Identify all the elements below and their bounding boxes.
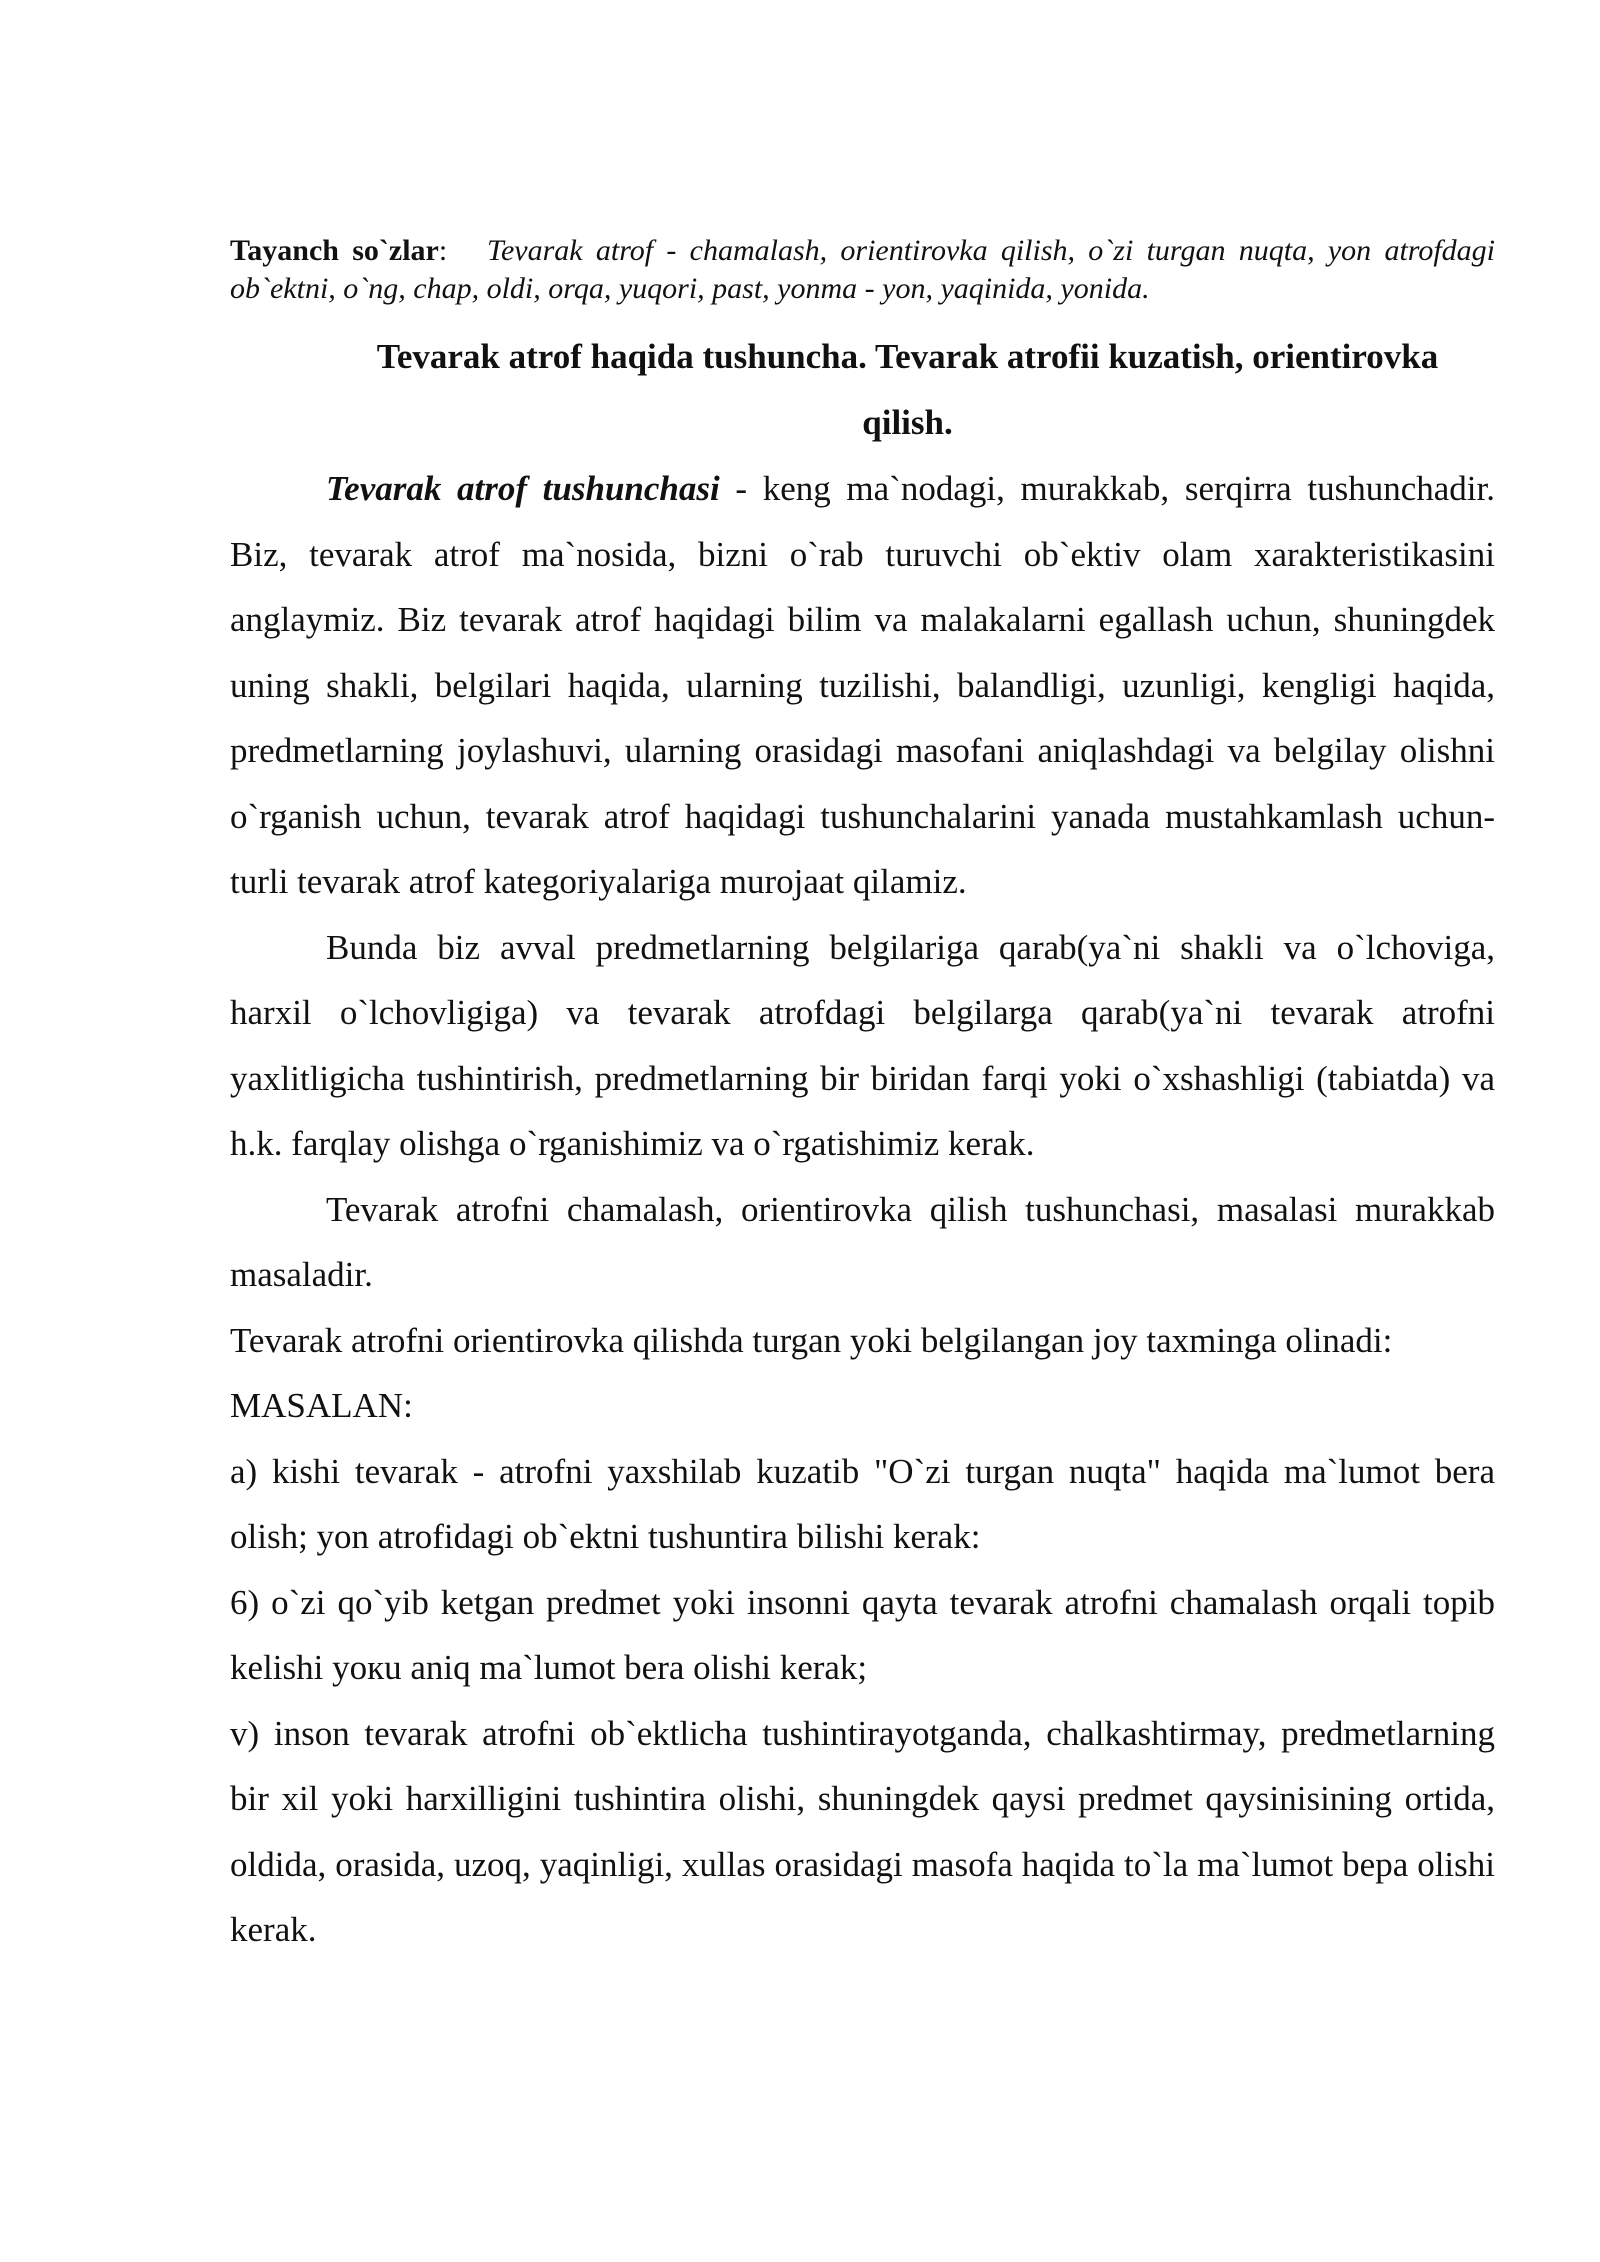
list-item-b: 6) o`zi qo`yib ketgan predmet yoki insonni qayta tevarak atrofni chamalash orqali topib kelishi yокu aniq ma`lumot bera olishi kerak; (230, 1582, 1495, 1687)
definition-text: - keng ma`nodagi, murakkab, serqirra tushunchadir. Biz, tevarak atrof ma`nosida, bizni o`rab turuvchi ob`ektiv olam xarakteristikasini anglaymiz. Biz tevarak atrof haqidagi bilim va malakalarni egallash uchun, shuningdek uning shakli, belgilari haqida, ularning tuzilishi, balandligi, uzunligi, kengligi haqida, predmetlarning joylashuvi, ularning orasidagi masofani aniqlashdagi va belgilay olishni o`rganish uchun, tevarak atrof haqidagi tushunchalarini yanada mustahkamlash uchun- turli tevarak atrof kategoriyalariga murojaat qilamiz. (230, 469, 1495, 901)
section-heading: Tevarak atrof haqida tushuncha. Tevarak atrofii kuzatish, orientirovka qilish. (376, 337, 1439, 442)
paragraph-orientirovka: Tevarak atrofni orientirovka qilishda turgan yoki belgilangan joy taxminga olinadi: (230, 1320, 1393, 1360)
term-tevarak-atrof-tushunchasi: Tevarak atrof tushunchasi (326, 469, 720, 508)
paragraph-chamalash: Tevarak atrofni chamalash, orientirovka qilish tushunchasi, masalasi murakkab masaladir. (230, 1189, 1495, 1294)
list-item-v: v) inson tevarak atrofni ob`ektlicha tushintirayotganda, chalkashtirmay, predmetlarning bir xil yoki harxilligini tushintira olishi, shuningdek qaysi predmet qaysinisining ortida, oldida, orasida, uzoq, yaqinligi, xullas orasidagi masofa haqida to`la ma`lumot bepa olishi kerak. (230, 1713, 1495, 1949)
paragraph-definition (230, 456, 1495, 915)
keywords-separator: : (438, 234, 448, 267)
document-page (230, 232, 1495, 1963)
keywords-line (230, 232, 1495, 308)
keywords-list: Tevarak atrof - chamalash, orientirovka qilish, o`zi turgan nuqta, yon atrofdagi ob`ektni, o`ng, chap, oldi, orqa, yuqori, past, yonma - yon, yaqinida, yonida. (230, 234, 1496, 305)
list-item-a: a) kishi tevarak - atrofni yaxshilab kuzatib "O`zi turgan nuqta" haqida ma`lumot bera olish; yon atrofidagi ob`ektni tushuntira bilishi kerak: (230, 1451, 1495, 1556)
paragraph-belgilar: Bunda biz avval predmetlarning belgilariga qarab(ya`ni shakli va o`lchoviga, harxil o`lchovligiga) va tevarak atrofdagi belgilarga qarab(ya`ni tevarak atrofni yaxlitligicha tushintirish, predmetlarning bir biridan farqi yoki o`xshashligi (tabiatda) va h.k. farqlay olishga o`rganishimiz va o`rgatishimiz kerak. (230, 927, 1495, 1163)
keywords-label: Tayanch so`zlar (230, 234, 439, 267)
paragraph-masalan: MASALAN: (230, 1386, 413, 1425)
